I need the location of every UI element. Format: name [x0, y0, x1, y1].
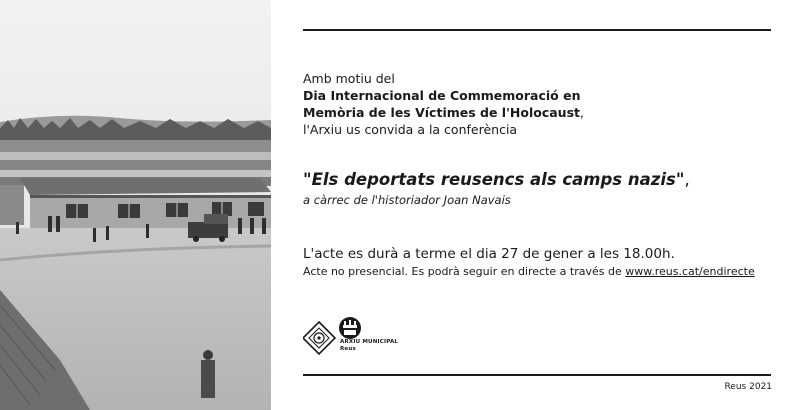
event-datetime: L'acte es durà a terme el dia 27 de gener a les 18.00h. [303, 246, 675, 262]
talk-title-text: "Els deportats reusencs als camps nazis" [303, 170, 685, 189]
event-online-note [303, 264, 783, 280]
intro-line-4: l'Arxiu us convida a la conferència [303, 122, 518, 137]
live-stream-link[interactable]: www.reus.cat/endirecte [625, 265, 755, 278]
intro-line-2: Dia Internacional de Commemoració en [303, 88, 581, 103]
crest-icon [339, 317, 361, 339]
online-prefix: Acte no presencial. Es podrà seguir en directe a través de [303, 265, 626, 278]
talk-title-suffix: , [684, 170, 690, 189]
emblem-diamond-icon [303, 322, 335, 354]
intro-line-3-text: Memòria de les Víctimes de l'Holocaust [303, 105, 580, 120]
talk-title [303, 170, 773, 190]
camp-photo [0, 0, 271, 410]
intro-line-3 [303, 104, 773, 121]
logo-caption [340, 339, 398, 353]
footer-year: Reus 2021 [724, 382, 772, 392]
logo-line-1: ARXIU MUNICIPAL [340, 339, 399, 345]
intro-line-3-suffix: , [580, 105, 584, 120]
arxiu-municipal-logo [303, 316, 423, 360]
invitation-intro [303, 70, 773, 138]
logo-line-2: Reus [340, 346, 356, 352]
intro-line-1: Amb motiu del [303, 71, 395, 86]
bottom-divider [303, 374, 771, 376]
talk-speaker: a càrrec de l'historiador Joan Navais [303, 193, 511, 207]
top-divider [303, 29, 771, 31]
